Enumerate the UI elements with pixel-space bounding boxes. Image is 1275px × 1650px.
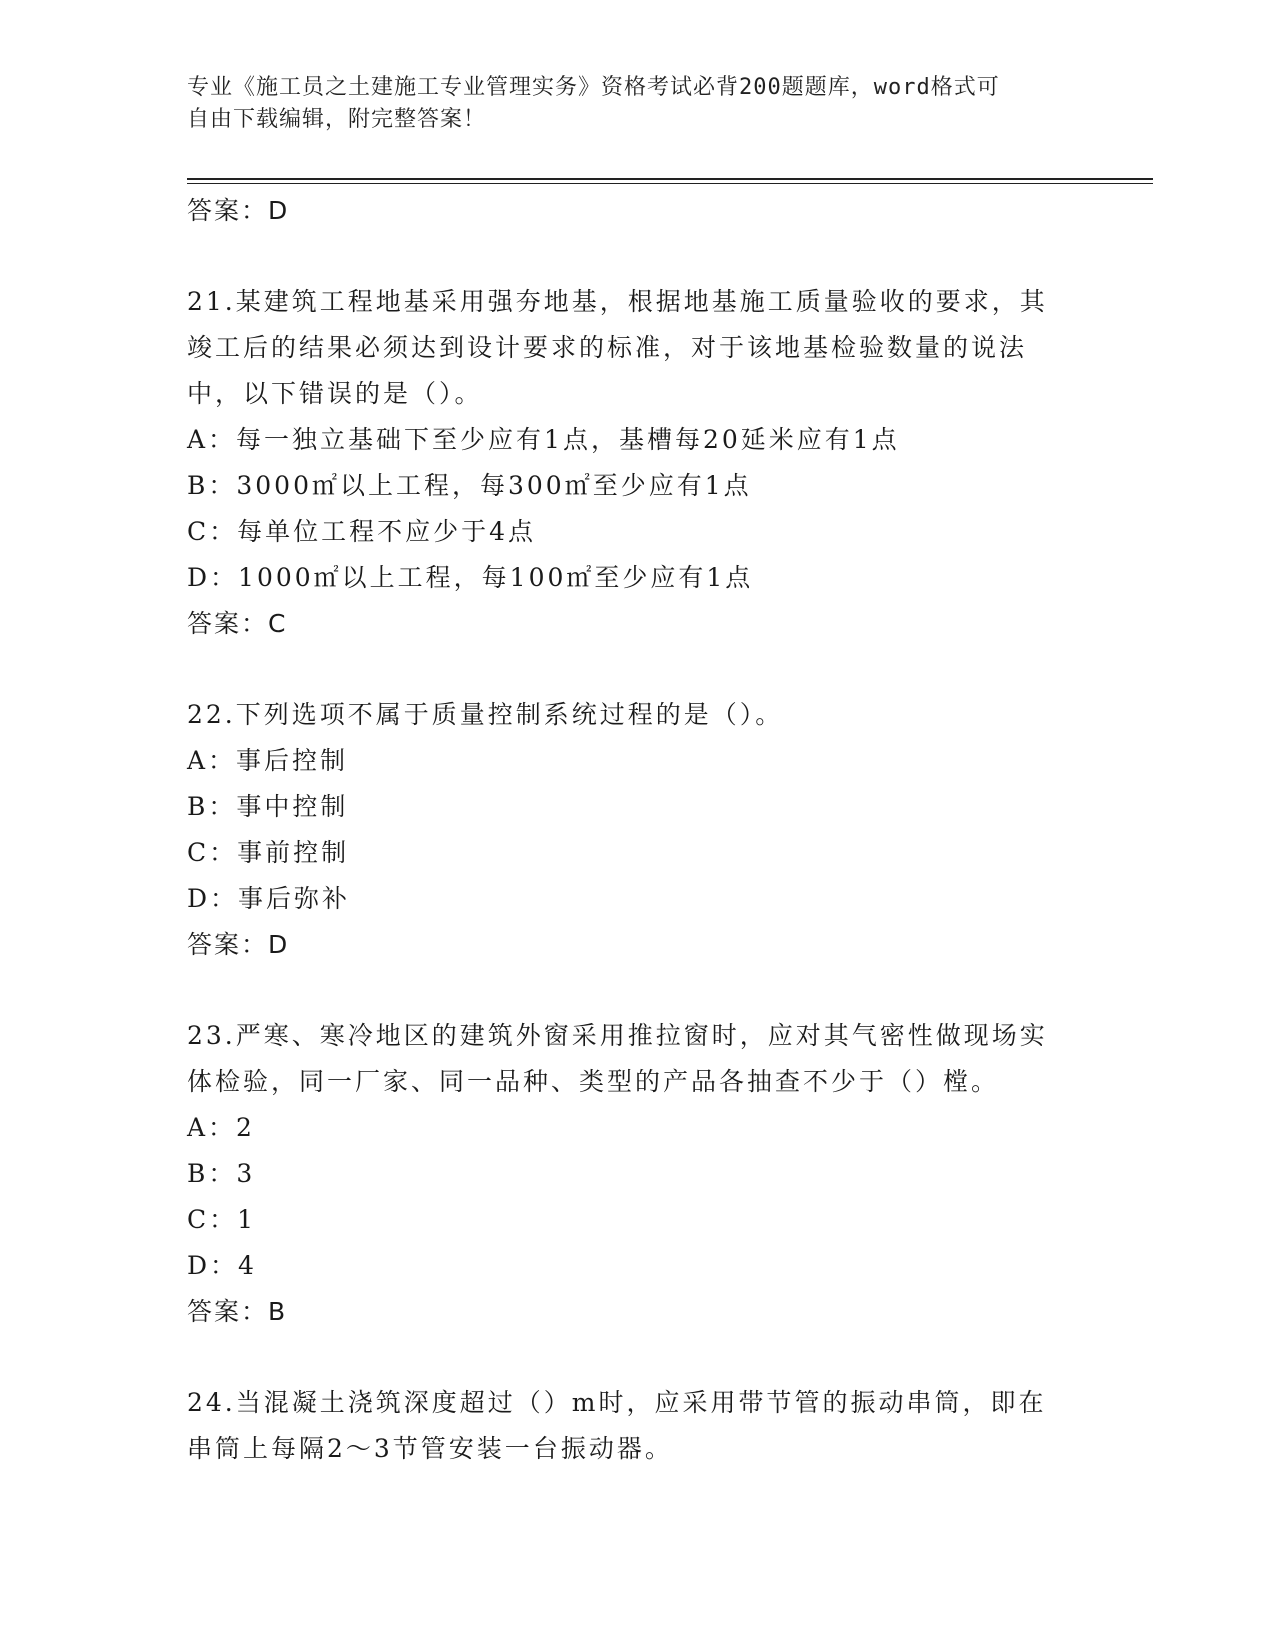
option-a: A：每一独立基础下至少应有1点，基槽每20延米应有1点 [187,425,900,454]
question-text: 串筒上每隔2～3节管安装一台振动器。 [187,1434,673,1463]
question-text: 22.下列选项不属于质量控制系统过程的是（）。 [187,700,784,729]
spacer [187,968,1087,1013]
option-c: C：每单位工程不应少于4点 [187,517,537,546]
spacer [187,1335,1087,1380]
option-d: D：事后弥补 [187,884,351,913]
document-header [187,72,1067,136]
option-c: C：1 [187,1205,257,1234]
question-24 [187,1380,1087,1472]
question-text: 23.严寒、寒冷地区的建筑外窗采用推拉窗时，应对其气密性做现场实 [187,1021,1048,1050]
option-b: B：3 [187,1159,256,1188]
question-text: 24.当混凝土浇筑深度超过（）m时，应采用带节管的振动串筒，即在 [187,1388,1047,1417]
question-text: 中，以下错误的是（）。 [187,379,483,408]
question-23 [187,1013,1087,1335]
header-line-2: 自由下载编辑，附完整答案！ [187,107,487,132]
header-divider-thin [187,183,1153,184]
spacer [187,234,1087,279]
question-21 [187,279,1087,647]
option-d: D：4 [187,1251,257,1280]
option-c: C：事前控制 [187,838,350,867]
question-list [187,188,1087,1472]
option-a: A：2 [187,1113,255,1142]
question-text: 体检验，同一厂家、同一品种、类型的产品各抽查不少于（）樘。 [187,1067,1000,1096]
option-d: D：1000㎡以上工程，每100㎡至少应有1点 [187,563,754,592]
question-22 [187,692,1087,968]
question-text: 竣工后的结果必须达到设计要求的标准，对于该地基检验数量的说法 [187,333,1028,362]
header-divider-thick [187,178,1153,180]
answer: 答案：B [187,1297,288,1326]
header-line-1: 专业《施工员之土建施工专业管理实务》资格考试必背200题题库，word格式可 [187,75,1000,100]
answer-previous: 答案：D [187,196,290,225]
question-text: 21.某建筑工程地基采用强夯地基，根据地基施工质量验收的要求，其 [187,287,1048,316]
option-b: B：事中控制 [187,792,349,821]
spacer [187,647,1087,692]
option-a: A：事后控制 [187,746,349,775]
answer: 答案：C [187,609,288,638]
answer: 答案：D [187,930,290,959]
option-b: B：3000㎡以上工程，每300㎡至少应有1点 [187,471,752,500]
